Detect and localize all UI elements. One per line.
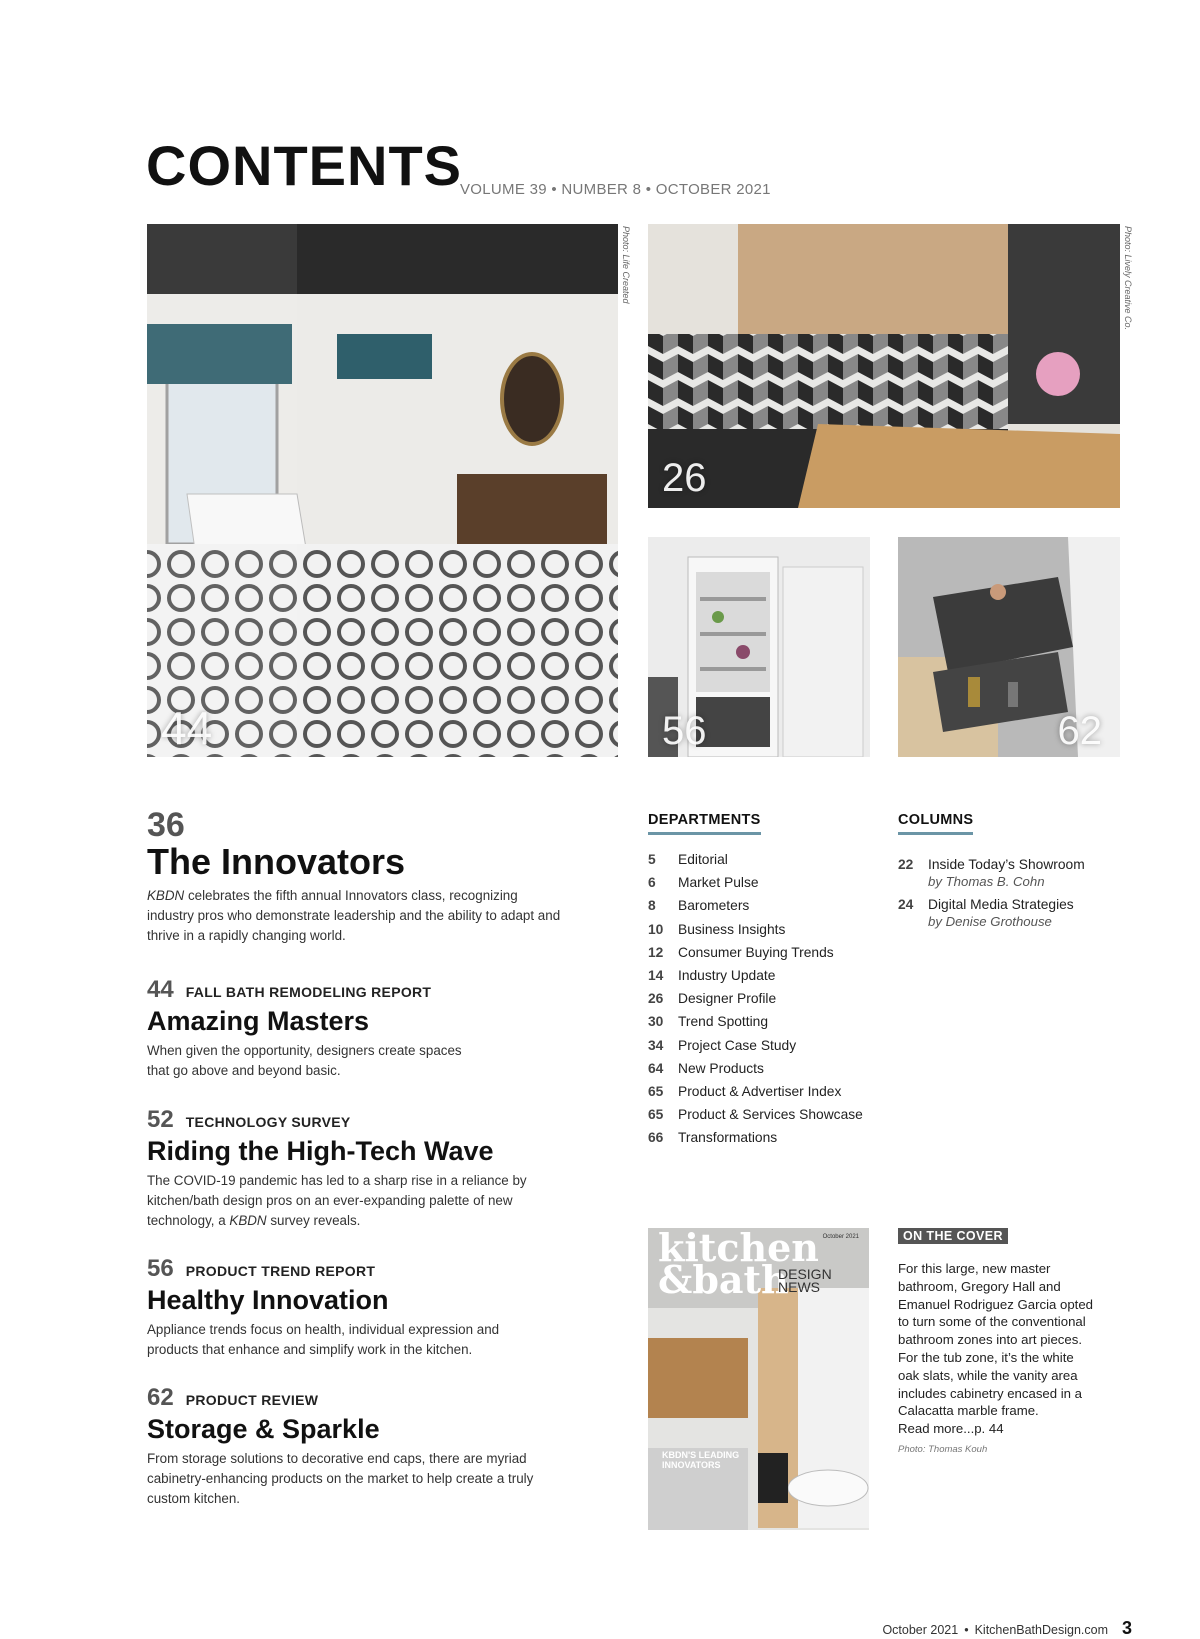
columns-list bbox=[898, 857, 1085, 937]
photo-page-number: 56 bbox=[662, 709, 707, 753]
department-page: 5 bbox=[648, 852, 656, 867]
footer-separator: • bbox=[964, 1623, 969, 1637]
department-title[interactable]: New Products bbox=[678, 1060, 764, 1076]
department-title[interactable]: Business Insights bbox=[678, 921, 786, 937]
departments-heading: DEPARTMENTS bbox=[648, 812, 761, 840]
department-item[interactable] bbox=[648, 1061, 863, 1084]
department-item[interactable] bbox=[648, 968, 863, 991]
feature-headline[interactable]: Healthy Innovation bbox=[147, 1285, 389, 1315]
page-footer bbox=[882, 1618, 1132, 1639]
column-item[interactable] bbox=[898, 897, 1085, 929]
feature-high-tech-wave[interactable] bbox=[147, 1106, 547, 1231]
department-item[interactable] bbox=[648, 1107, 863, 1130]
department-item[interactable] bbox=[648, 852, 863, 875]
feature-description: KBDN celebrates the fifth annual Innovators class, recognizing industry pros who demonstrate leadership and the ability to adapt and thrive in a rapidly changing world. bbox=[147, 887, 561, 943]
column-entry bbox=[928, 857, 1085, 889]
department-page: 66 bbox=[648, 1130, 664, 1146]
feature-amazing-masters[interactable] bbox=[147, 976, 547, 1081]
column-byline: by Denise Grothouse bbox=[928, 914, 1052, 929]
department-page: 8 bbox=[648, 898, 656, 914]
photo-page-number: 44 bbox=[161, 702, 213, 754]
cover-photo-credit: Photo: Thomas Kouh bbox=[898, 1444, 988, 1455]
department-title[interactable]: Project Case Study bbox=[678, 1037, 797, 1053]
footer-site[interactable]: KitchenBathDesign.com bbox=[974, 1623, 1108, 1637]
department-page: 30 bbox=[648, 1014, 664, 1030]
column-page: 24 bbox=[898, 897, 914, 912]
department-item[interactable] bbox=[648, 991, 863, 1014]
department-item[interactable] bbox=[648, 945, 863, 968]
kitchen-photo-icon bbox=[648, 224, 1120, 508]
feature-healthy-innovation[interactable] bbox=[147, 1255, 547, 1360]
department-item[interactable] bbox=[648, 1130, 863, 1153]
column-title[interactable]: Digital Media Strategies bbox=[928, 897, 1074, 912]
column-byline: by Thomas B. Cohn bbox=[928, 874, 1045, 889]
column-item[interactable] bbox=[898, 857, 1085, 889]
feature-page-number: 56 bbox=[147, 1255, 174, 1282]
photo-page-number: 26 bbox=[662, 456, 707, 500]
department-page: 12 bbox=[648, 944, 664, 960]
feature-headline[interactable]: Storage & Sparkle bbox=[147, 1414, 380, 1444]
column-title[interactable]: Inside Today’s Showroom bbox=[928, 857, 1085, 872]
photo-kitchen[interactable] bbox=[648, 224, 1120, 508]
department-item[interactable] bbox=[648, 898, 863, 921]
department-title[interactable]: Product & Services Showcase bbox=[678, 1107, 863, 1123]
cover-date: October 2021 bbox=[822, 1234, 859, 1240]
feature-kicker: FALL BATH REMODELING REPORT bbox=[185, 984, 432, 1000]
on-the-cover-label: ON THE COVER bbox=[898, 1228, 1008, 1244]
feature-description: Appliance trends focus on health, individual expression and products that enhance and simplify work in the kitchen. bbox=[147, 1322, 500, 1358]
feature-page-number: 62 bbox=[147, 1384, 174, 1411]
department-page: 26 bbox=[648, 991, 664, 1007]
department-item[interactable] bbox=[648, 922, 863, 945]
department-page: 64 bbox=[648, 1060, 664, 1076]
feature-page-number: 44 bbox=[147, 976, 174, 1003]
department-item[interactable] bbox=[648, 1014, 863, 1037]
department-page: 10 bbox=[648, 921, 664, 937]
columns-heading: COLUMNS bbox=[898, 812, 973, 840]
footer-date: October 2021 bbox=[882, 1623, 959, 1637]
feature-description: The COVID-19 pandemic has led to a sharp rise in a reliance by kitchen/bath design pros on an ever-expanding palette of new technology, a KBDN survey reveals. bbox=[147, 1173, 527, 1229]
column-page: 22 bbox=[898, 857, 914, 872]
department-page: 6 bbox=[648, 875, 656, 891]
departments-list bbox=[648, 852, 863, 1153]
cover-design-news: DESIGN NEWS bbox=[778, 1266, 832, 1295]
department-title[interactable]: Industry Update bbox=[678, 967, 776, 983]
department-title[interactable]: Designer Profile bbox=[678, 991, 777, 1007]
feature-description: From storage solutions to decorative end caps, there are myriad cabinetry-enhancing products on the market to help create a truly custom kitchen. bbox=[147, 1451, 534, 1507]
feature-headline[interactable]: Amazing Masters bbox=[147, 1006, 370, 1036]
feature-storage-sparkle[interactable] bbox=[147, 1384, 547, 1509]
cover-image[interactable] bbox=[648, 1228, 869, 1530]
feature-page-number: 36 bbox=[147, 806, 185, 844]
read-more-link[interactable]: Read more...p. 44 bbox=[898, 1421, 1004, 1437]
department-title[interactable]: Editorial bbox=[678, 852, 728, 867]
department-item[interactable] bbox=[648, 875, 863, 898]
bathroom-photo-icon bbox=[147, 224, 618, 757]
page-number: 3 bbox=[1121, 1618, 1132, 1638]
department-title[interactable]: Product & Advertiser Index bbox=[678, 1083, 842, 1099]
department-item[interactable] bbox=[648, 1084, 863, 1107]
feature-kicker: PRODUCT TREND REPORT bbox=[185, 1263, 376, 1279]
feature-headline[interactable]: The Innovators bbox=[147, 841, 406, 882]
photo-refrigerator[interactable] bbox=[648, 537, 870, 757]
photo-storage[interactable] bbox=[898, 537, 1120, 757]
department-page: 65 bbox=[648, 1083, 664, 1099]
issue-info: VOLUME 39 • NUMBER 8 • OCTOBER 2021 bbox=[460, 181, 771, 198]
department-page: 14 bbox=[648, 967, 664, 983]
cover-description: For this large, new master bathroom, Gregory Hall and Emanuel Rodriguez Garcia opted to turn some of the conventional bathroom zones into art pieces. For the tub zone, it’s the white oak slats, while the vanity area includes cabinetry encased in a Calacatta marble frame. Read more...p. 44 bbox=[898, 1261, 1093, 1437]
column-entry bbox=[928, 897, 1074, 929]
page-title: CONTENTS bbox=[146, 134, 462, 197]
department-item[interactable] bbox=[648, 1038, 863, 1061]
cover-masthead: kitchen &bath bbox=[658, 1228, 819, 1302]
feature-headline[interactable]: Riding the High-Tech Wave bbox=[147, 1136, 494, 1166]
photo-bathroom[interactable] bbox=[147, 224, 618, 757]
department-page: 34 bbox=[648, 1037, 664, 1053]
feature-page-number: 52 bbox=[147, 1106, 174, 1133]
feature-kicker: TECHNOLOGY SURVEY bbox=[185, 1114, 351, 1130]
feature-description: When given the opportunity, designers create spaces that go above and beyond basic. bbox=[147, 1043, 462, 1079]
department-title[interactable]: Barometers bbox=[678, 898, 750, 914]
cover-tagline: KBDN'S LEADING INNOVATORS bbox=[662, 1450, 740, 1470]
feature-innovators[interactable] bbox=[147, 808, 567, 946]
department-page: 65 bbox=[648, 1107, 664, 1123]
department-title[interactable]: Transformations bbox=[678, 1130, 778, 1146]
photo-page-number: 62 bbox=[1057, 709, 1102, 753]
department-title[interactable]: Trend Spotting bbox=[678, 1014, 768, 1030]
photo-credit: Photo: Life Created bbox=[621, 226, 631, 304]
feature-kicker: PRODUCT REVIEW bbox=[185, 1392, 319, 1408]
photo-credit: Photo: Lively Creative Co. bbox=[1123, 226, 1133, 331]
department-title[interactable]: Market Pulse bbox=[678, 875, 759, 891]
department-title[interactable]: Consumer Buying Trends bbox=[678, 944, 834, 960]
